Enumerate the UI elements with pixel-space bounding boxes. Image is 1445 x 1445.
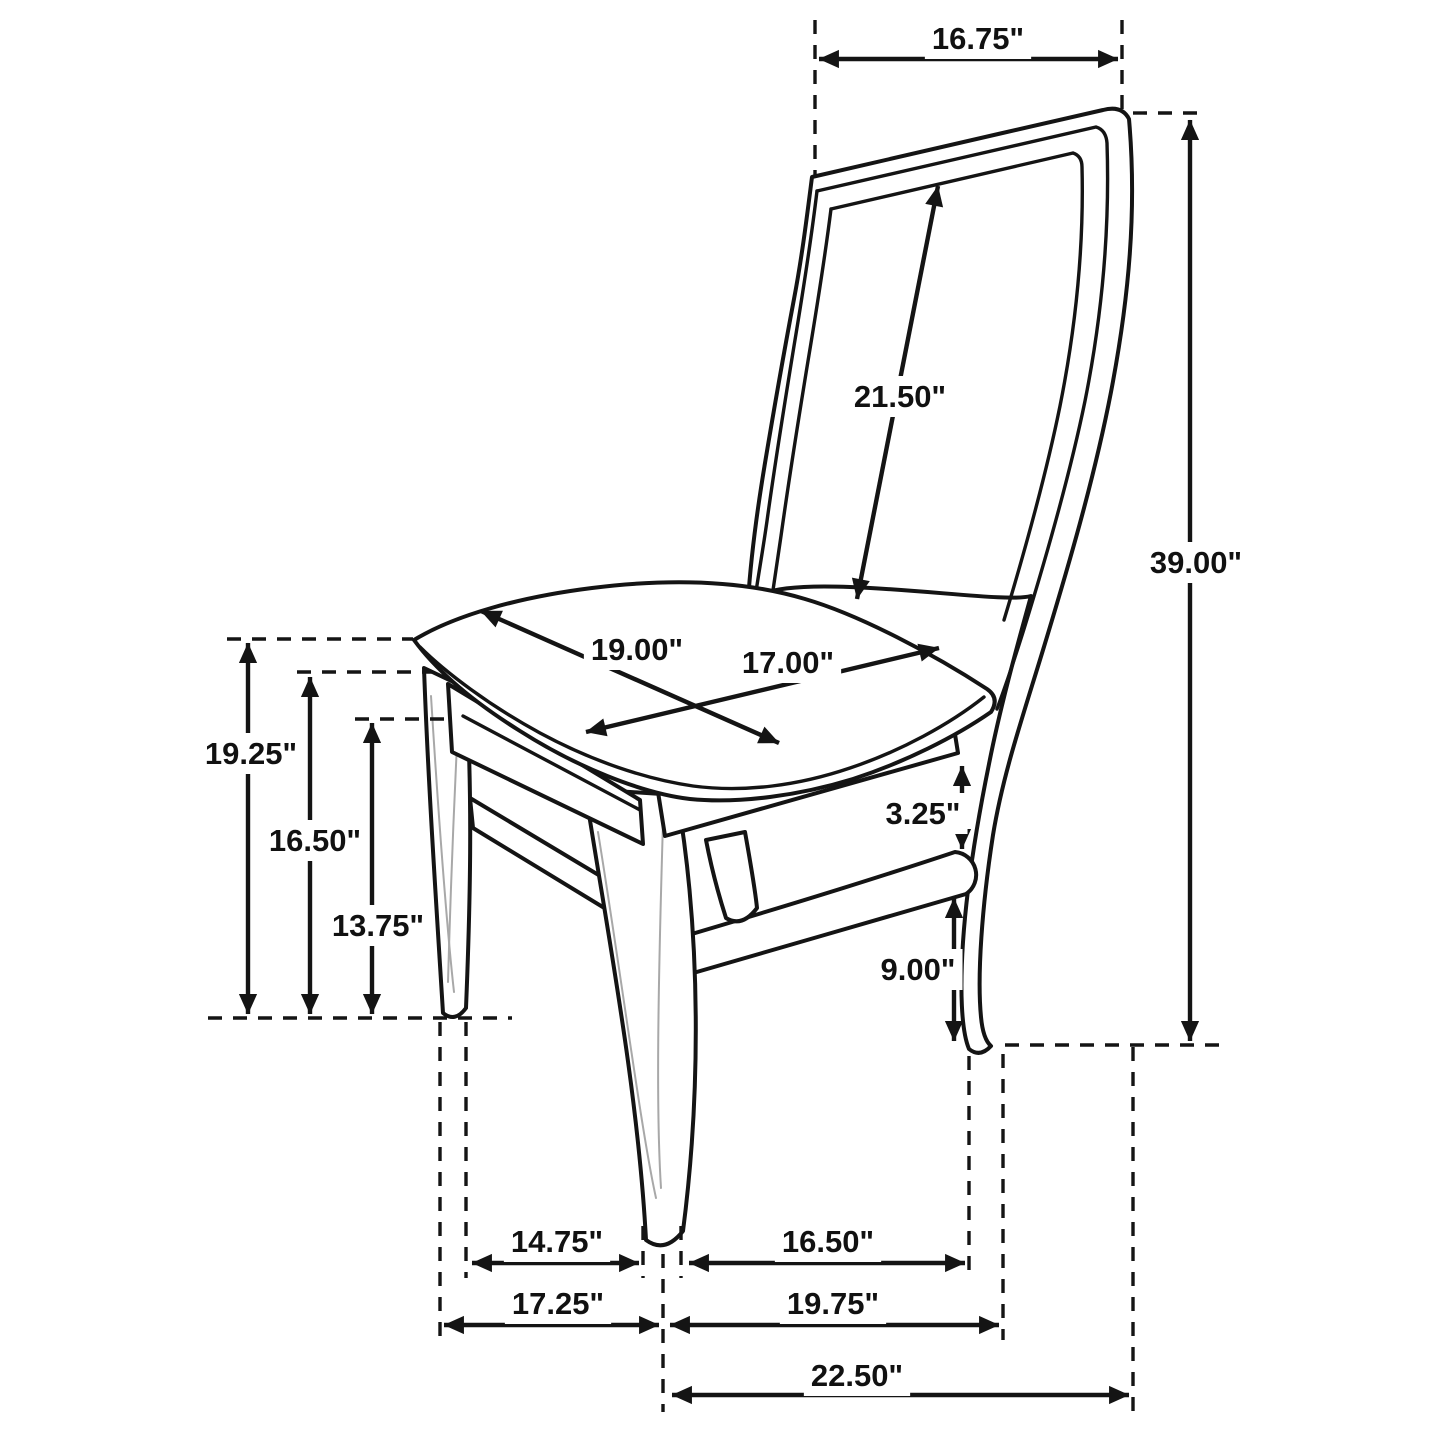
dim-back-top-width — [819, 18, 1118, 59]
dim-seat-rail-thickness — [878, 766, 967, 849]
dim-label-seat-width: 17.00" — [741, 645, 835, 680]
dim-rear-leg-inner-span — [689, 1221, 965, 1263]
dim-label-overall-height: 39.00" — [1149, 545, 1243, 580]
dim-label-backrest-panel-height: 21.50" — [853, 379, 947, 414]
dim-rear-half-depth — [670, 1283, 999, 1325]
dim-front-half-depth — [444, 1283, 659, 1325]
dim-stretcher-floor-clearance — [873, 898, 962, 1041]
dim-label-front-leg-inner-span: 14.75" — [510, 1224, 604, 1259]
dim-label-back-top-width: 16.75" — [931, 21, 1025, 56]
dim-label-stretcher-floor-clearance: 9.00" — [880, 952, 956, 987]
dim-seat-frame-height — [262, 677, 368, 1014]
dim-label-front-half-depth: 17.25" — [511, 1286, 605, 1321]
dim-label-apron-bottom-height: 13.75" — [331, 908, 425, 943]
dim-overall-depth — [672, 1355, 1129, 1396]
dim-label-overall-depth: 22.50" — [810, 1358, 904, 1393]
dim-label-seat-frame-height: 16.50" — [268, 823, 362, 858]
dim-label-seat-depth: 19.00" — [590, 632, 684, 667]
dim-label-rear-half-depth: 19.75" — [786, 1286, 880, 1321]
chair-rear-left-leg — [706, 832, 757, 921]
dim-label-seat-height: 19.25" — [204, 736, 298, 771]
dim-front-leg-inner-span — [472, 1221, 639, 1263]
dim-label-seat-rail-thickness: 3.25" — [885, 796, 961, 831]
dim-overall-height — [1143, 120, 1249, 1041]
dim-apron-bottom-height — [325, 723, 431, 1014]
dim-label-rear-leg-inner-span: 16.50" — [781, 1224, 875, 1259]
